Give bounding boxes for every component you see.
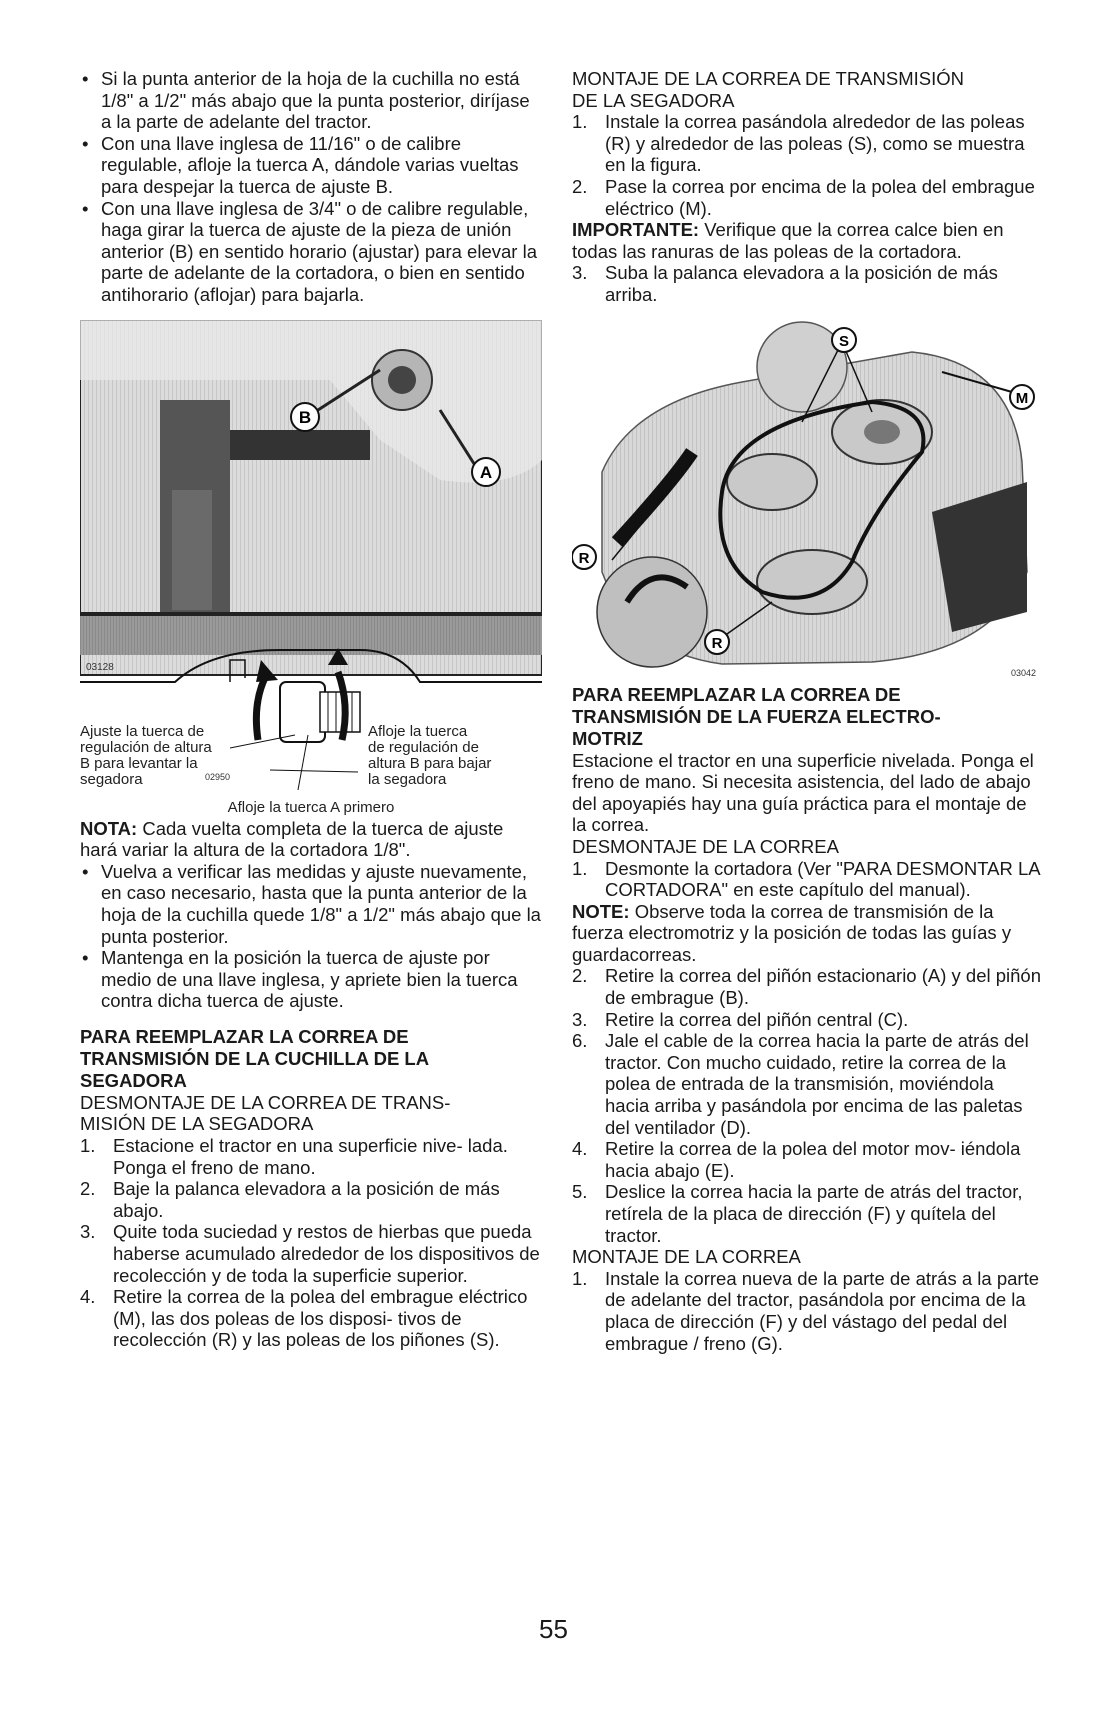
list-item: 6. Jale el cable de la correa hacia la parte de atrás del tractor. Con mucho cuidado, retire la correa de la polea de entrada de la transmisión, moviéndola hacia arriba y pasándola por encima de las paletas del ventilador (D). [572,1030,1029,1138]
list-item: 1. Instale la correa nueva de la parte de atrás a la parte de adelante del tractor, pasándola por encima de la placa de dirección (F) y del vástago del pedal del embrague / freno (G). [572,1267,1039,1354]
label-m: M [1015,389,1029,407]
installation-steps-continued [572,262,1042,305]
list-item: 4. Retire la correa de la polea del embrague eléctrico (M), las dos poleas de los disposi- tivos de recolección (R) y las poleas de los piñones (S). [80,1286,528,1351]
subheading-installation: MONTAJE DE LA CORREA DE TRANSMISIÓN DE LA SEGADORA [572,68,964,111]
list-item: 4. Retire la correa de la polea del motor mov- iéndola hacia abajo (E). [572,1138,1021,1181]
nota-label: NOTA: [80,817,138,839]
caption-loosen-a: Afloje la tuerca A primero [227,798,395,816]
left-column [80,68,542,1351]
note-text: Observe toda la correa de transmisión de la fuerza electromotriz y la posición de todas las guías y guardacorreas. [572,900,1012,965]
inset-code: 02950 [205,771,231,782]
list-item: • Con una llave inglesa de 11/16" o de calibre regulable, afloje la tuerca A, dándole varias vueltas para despejar la tuerca de ajuste B. [80,133,542,198]
list-item: 3. Retire la correa del piñón central (C). [572,1008,909,1030]
subheading-belt-installation: MONTAJE DE LA CORREA [572,1246,801,1268]
deck-belt-figure [572,312,1042,684]
list-item: 3. Suba la palanca elevadora a la posición de más arriba. [572,262,998,305]
list-item: • Si la punta anterior de la hoja de la cuchilla no está 1/8" a 1/2" más abajo que la punta posterior, diríjase a la parte de adelante del tractor. [80,68,542,133]
section-heading-pto-belt: PARA REEMPLAZAR LA CORREA DE TRANSMISIÓN DE LA FUERZA ELECTRO- MOTRIZ [572,683,941,749]
page-number: 55 [539,1614,568,1644]
importante-label: IMPORTANTE: [572,219,700,241]
installation-steps [572,111,1042,219]
list-item: 2. Retire la correa del piñón estacionario (A) y del piñón de embrague (B). [572,965,1042,1009]
caption-lower: Afloje la tuerca de regulación de altura B para bajar la segadora [368,722,492,788]
bottom-bullet-list [80,861,542,1012]
list-item: 2. Pase la correa por encima de la polea del embrague eléctrico (M). [572,175,1035,219]
list-item: • Con una llave inglesa de 3/4" o de calibre regulable, haga girar la tuerca de ajuste de la pieza de unión anterior (B) en sentido horario (ajustar) para elevar la parte de adelante de la cortadora, o bien en sentido antihorario (aflojar) para bajarla. [80,198,542,306]
nota-text: Cada vuelta completa de la tuerca de ajuste hará variar la altura de la cortadora 1/8". [80,817,504,861]
belt-installation-steps [572,1268,1042,1354]
belt-removal-steps [572,858,1042,901]
list-item: 1. Desmonte la cortadora (Ver "PARA DESMONTAR LA CORTADORA" en este capítulo del manual). [572,857,1040,901]
list-item: 5. Deslice la correa hacia la parte de atrás del tractor, retírela de la placa de dirección (F) y quítela del tractor. [572,1181,1023,1246]
list-item: • Mantenga en la posición la tuerca de ajuste por medio de una llave inglesa, y apriete bien la tuerca contra dicha tuerca de ajuste. [80,947,542,1012]
label-r-left: R [578,549,590,567]
list-item: 1. Instale la correa pasándola alrededor de las poleas (R) y alrededor de las poleas (S), como se muestra en la figura. [572,111,1025,176]
label-a: A [479,462,493,482]
subheading-removal: DESMONTAJE DE LA CORREA DE TRANS- MISIÓN DE LA SEGADORA [80,1091,451,1135]
note-label: NOTE: [572,900,630,922]
list-item: • Vuelva a verificar las medidas y ajuste nuevamente, en caso necesario, hasta que la punta anterior de la hoja de la cuchilla quede 1/8" a 1/2" más abajo que la punta posterior. [80,861,542,947]
list-item: 3. Quite toda suciedad y restos de hierbas que pueda haberse acumulado alrededor de los dispositivos de recolección y de toda la superficie superior. [80,1221,540,1286]
label-r-bottom: R [711,634,723,652]
figure-code: 03128 [86,661,114,673]
importante-text: Verifique que la correa calce bien en todas las ranuras de las poleas de la cortadora. [572,219,1004,262]
list-item: 1. Estacione el tractor en una superficie nive- lada. Ponga el freno de mano. [80,1135,508,1178]
subheading-belt-removal: DESMONTAJE DE LA CORREA [572,835,839,857]
section-heading-blade-belt: PARA REEMPLAZAR LA CORREA DE TRANSMISIÓN DE LA CUCHILLA DE LA SEGADORA [80,1025,430,1091]
note-paragraph [572,901,1042,966]
height-adjustment-figure [80,320,542,856]
caption-raise: Ajuste la tuerca de regulación de altura B para levantar la segadora [80,722,212,788]
intro-paragraph: Estacione el tractor en una superficie nivelada. Ponga el freno de mano. Si necesita asistencia, del lado de abajo del apoyapiés hay una guía práctica para el montaje de la correa. [572,749,1034,836]
figure-code: 03042 [1010,667,1036,678]
label-b: B [298,407,312,427]
top-bullet-list [80,68,542,306]
list-item: 2. Baje la palanca elevadora a la posición de más abajo. [80,1178,500,1221]
deck-belt-illustration [572,312,1042,684]
label-s: S [838,332,850,350]
removal-steps [80,1135,542,1351]
importante-paragraph [572,219,1042,262]
right-column [572,68,1042,1354]
belt-removal-steps-continued [572,965,1042,1246]
